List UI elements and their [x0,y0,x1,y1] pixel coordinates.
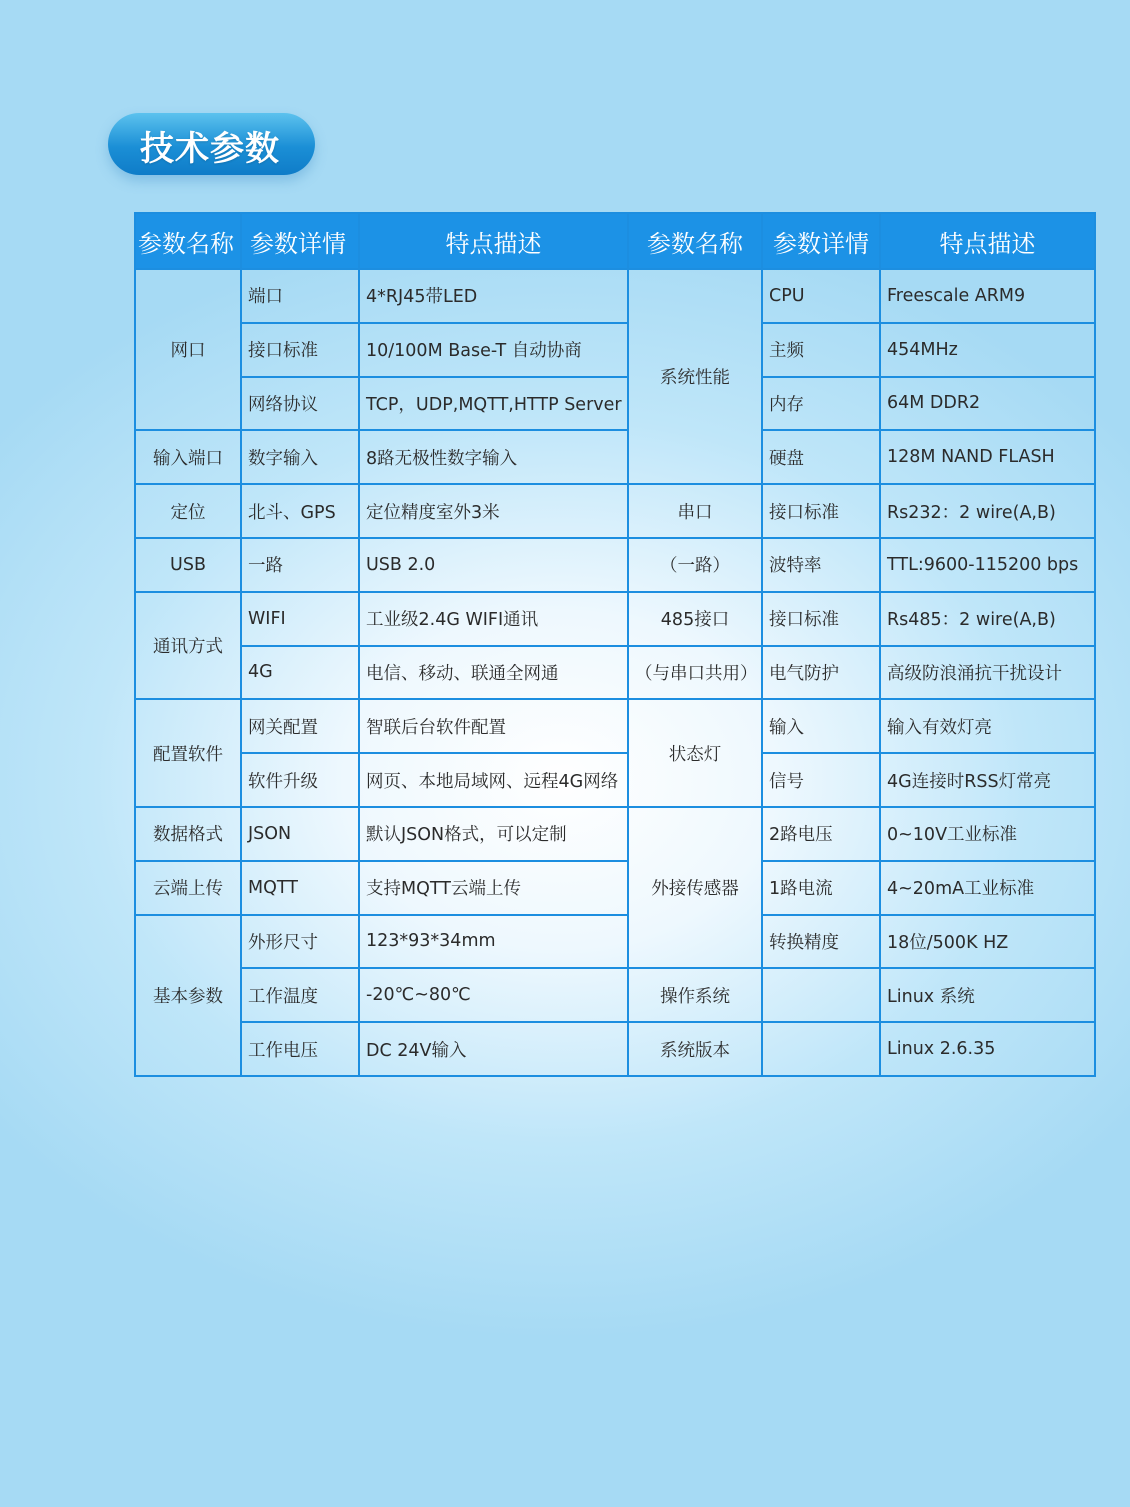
section-title: 技术参数 [140,129,280,169]
param-detail: WIFI [241,592,359,646]
param-detail: CPU [762,269,880,323]
feature-desc: Linux 系统 [880,968,1095,1022]
param-detail: 接口标准 [762,592,880,646]
table-row [135,592,1095,646]
param-detail: 工作温度 [241,968,359,1022]
feature-desc: DC 24V输入 [359,1022,628,1076]
table-row [135,538,1095,592]
feature-desc: Rs232：2 wire(A,B) [880,484,1095,538]
feature-desc: Rs485：2 wire(A,B) [880,592,1095,646]
param-name: 状态灯 [628,699,762,807]
param-detail: 主频 [762,323,880,377]
table-row [135,968,1095,1022]
table-row [135,323,1095,377]
feature-desc: 智联后台软件配置 [359,699,628,753]
param-name: 485接口 [628,592,762,646]
param-detail: 2路电压 [762,807,880,861]
feature-desc: Freescale ARM9 [880,269,1095,323]
table-row [135,915,1095,969]
param-detail: 波特率 [762,538,880,592]
feature-desc: 支持MQTT云端上传 [359,861,628,915]
param-detail: 电气防护 [762,646,880,700]
feature-desc: 18位/500K HZ [880,915,1095,969]
param-detail: 北斗、GPS [241,484,359,538]
param-detail [762,968,880,1022]
param-name: 基本参数 [135,915,241,1076]
feature-desc: 电信、移动、联通全网通 [359,646,628,700]
header-feature-desc: 特点描述 [359,213,628,269]
param-name: 操作系统 [628,968,762,1022]
feature-desc: USB 2.0 [359,538,628,592]
table-row [135,377,1095,431]
feature-desc: 64M DDR2 [880,377,1095,431]
param-name: 串口 [628,484,762,538]
feature-desc: TTL:9600-115200 bps [880,538,1095,592]
table-row [135,269,1095,323]
param-detail: 工作电压 [241,1022,359,1076]
table-row [135,753,1095,807]
param-detail: 一路 [241,538,359,592]
feature-desc: 0~10V工业标准 [880,807,1095,861]
param-detail: 软件升级 [241,753,359,807]
header-param-detail-2: 参数详情 [762,213,880,269]
section-title-badge [108,113,315,175]
feature-desc: 128M NAND FLASH [880,430,1095,484]
feature-desc: 8路无极性数字输入 [359,430,628,484]
param-name: 网口 [135,269,241,430]
param-name: 系统性能 [628,269,762,484]
param-detail: JSON [241,807,359,861]
feature-desc: 4~20mA工业标准 [880,861,1095,915]
param-name: USB [135,538,241,592]
feature-desc: 网页、本地局域网、远程4G网络 [359,753,628,807]
table-header-row [135,213,1095,269]
param-detail: 信号 [762,753,880,807]
param-detail: 4G [241,646,359,700]
table-row [135,646,1095,700]
table-row [135,430,1095,484]
header-param-name: 参数名称 [135,213,241,269]
param-detail: 接口标准 [241,323,359,377]
param-detail [762,1022,880,1076]
param-detail: 网络协议 [241,377,359,431]
param-name: （与串口共用） [628,646,762,700]
table-row [135,861,1095,915]
table-row [135,807,1095,861]
feature-desc: 高级防浪涌抗干扰设计 [880,646,1095,700]
table-row [135,1022,1095,1076]
feature-desc: TCP，UDP,MQTT,HTTP Server [359,377,628,431]
header-feature-desc-2: 特点描述 [880,213,1095,269]
feature-desc: 10/100M Base-T 自动协商 [359,323,628,377]
param-detail: 外形尺寸 [241,915,359,969]
param-name: 通讯方式 [135,592,241,700]
feature-desc: 123*93*34mm [359,915,628,969]
param-name: （一路） [628,538,762,592]
param-detail: MQTT [241,861,359,915]
param-name: 定位 [135,484,241,538]
param-detail: 转换精度 [762,915,880,969]
param-detail: 内存 [762,377,880,431]
spec-table [134,212,1096,1077]
feature-desc: 默认JSON格式，可以定制 [359,807,628,861]
feature-desc: -20℃~80℃ [359,968,628,1022]
feature-desc: 工业级2.4G WIFI通讯 [359,592,628,646]
param-detail: 数字输入 [241,430,359,484]
param-detail: 网关配置 [241,699,359,753]
param-name: 外接传感器 [628,807,762,968]
param-detail: 接口标准 [762,484,880,538]
feature-desc: 输入有效灯亮 [880,699,1095,753]
feature-desc: 4*RJ45带LED [359,269,628,323]
header-param-name-2: 参数名称 [628,213,762,269]
param-detail: 输入 [762,699,880,753]
param-name: 系统版本 [628,1022,762,1076]
feature-desc: 454MHz [880,323,1095,377]
table-row [135,699,1095,753]
table-row [135,484,1095,538]
param-name: 配置软件 [135,699,241,807]
param-name: 数据格式 [135,807,241,861]
param-name: 输入端口 [135,430,241,484]
feature-desc: Linux 2.6.35 [880,1022,1095,1076]
feature-desc: 4G连接时RSS灯常亮 [880,753,1095,807]
feature-desc: 定位精度室外3米 [359,484,628,538]
param-detail: 硬盘 [762,430,880,484]
param-detail: 1路电流 [762,861,880,915]
header-param-detail: 参数详情 [241,213,359,269]
param-name: 云端上传 [135,861,241,915]
param-detail: 端口 [241,269,359,323]
